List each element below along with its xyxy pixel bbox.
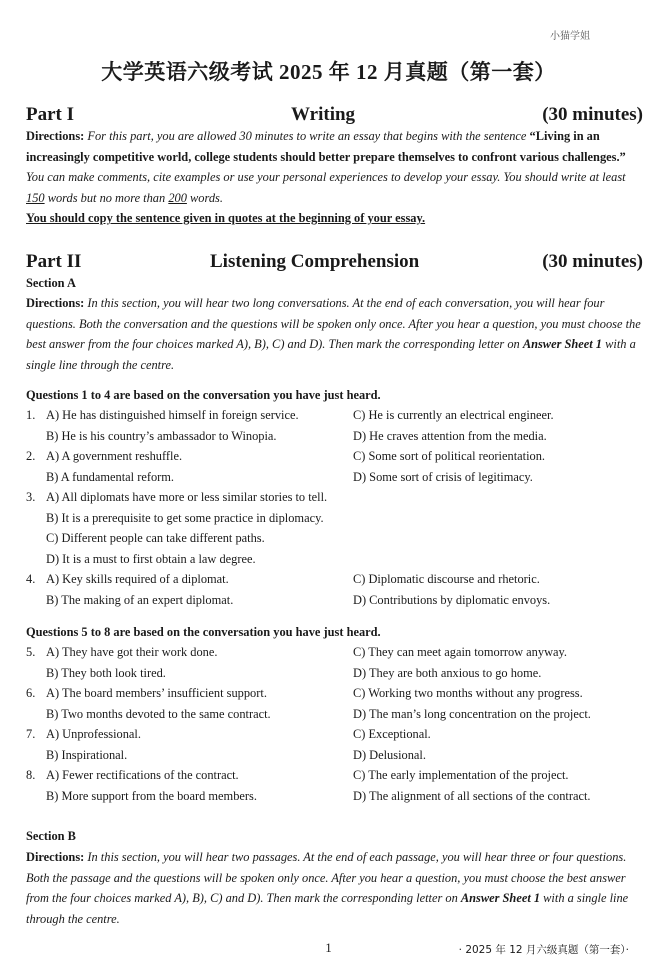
question-number: 3. bbox=[26, 490, 36, 504]
directions-text: In this section, you will hear two passages. At the end of each passage, you will hear three or four questions. Both the passage and the questions will be spoken only once. After you hear a question, you must choose the best answer from the four choices marked A), B), C) and D). Then mark the corresponding letter on bbox=[26, 850, 627, 905]
part1-label: Part I bbox=[26, 104, 75, 125]
option-b: B) He is his country’s ambassador to Winopia. bbox=[46, 429, 277, 443]
page-number: 1 bbox=[325, 940, 332, 955]
option-d: D) It is a must to first obtain a law degree. bbox=[46, 552, 256, 566]
max-words: 200 bbox=[168, 190, 187, 205]
directions-text-2: with a single line through the centre. bbox=[26, 891, 629, 926]
option-b: B) The making of an expert diplomat. bbox=[46, 593, 234, 607]
directions-text-4: words. bbox=[190, 190, 223, 205]
question-number: 4. bbox=[26, 572, 36, 586]
option-d: D) The man’s long concentration on the project. bbox=[353, 707, 591, 721]
option-a: A) A government reshuffle. bbox=[46, 449, 183, 463]
directions-label: Directions: bbox=[26, 296, 85, 310]
directions-text-2: You can make comments, cite examples or use your personal experiences to develop your essay. You should write at least bbox=[26, 170, 626, 184]
option-d: D) He craves attention from the media. bbox=[353, 429, 547, 443]
part2-name: Listening Comprehension bbox=[210, 251, 420, 272]
option-b: B) It is a prerequisite to get some practice in diplomacy. bbox=[46, 511, 324, 525]
option-c: C) Some sort of political reorientation. bbox=[353, 449, 546, 463]
question-number: 8. bbox=[26, 768, 36, 782]
questions-1-4-heading: Questions 1 to 4 are based on the conversation you have just heard. bbox=[26, 388, 381, 402]
option-a: A) Fewer rectifications of the contract. bbox=[46, 768, 239, 782]
page-title: 大学英语六级考试 2025 年 12 月真题（第一套） bbox=[101, 60, 556, 84]
part1-directions bbox=[26, 126, 643, 229]
question-number: 7. bbox=[26, 727, 36, 741]
directions-text: For this part, you are allowed 30 minutes to write an essay that begins with the sentence bbox=[87, 129, 527, 143]
directions-text: In this section, you will hear two long conversations. At the end of each conversation, you will hear four questions. Both the conversation and the questions will be spoken only once. After you hear a question, you must choose the best answer from the four choices marked A), B), C) and D). Then mark the corresponding letter on bbox=[26, 296, 641, 351]
part2-header bbox=[26, 251, 643, 277]
option-a: A) Unprofessional. bbox=[46, 727, 141, 741]
option-a: A) They have got their work done. bbox=[46, 645, 218, 659]
section-b-heading: Section B bbox=[26, 829, 76, 843]
directions-label: Directions: bbox=[26, 129, 85, 143]
option-c: C) Working two months without any progress. bbox=[353, 686, 583, 700]
answer-sheet-ref: Answer Sheet 1 bbox=[522, 337, 603, 351]
min-words: 150 bbox=[26, 190, 45, 205]
question-number: 5. bbox=[26, 645, 36, 659]
option-c: C) Diplomatic discourse and rhetoric. bbox=[353, 572, 540, 586]
option-a: A) The board members’ insufficient support. bbox=[46, 686, 267, 700]
option-b: B) They both look tired. bbox=[46, 666, 166, 680]
option-c: C) The early implementation of the project. bbox=[353, 768, 569, 782]
option-a: A) He has distinguished himself in foreign service. bbox=[46, 408, 299, 422]
page-footer: · 2025 年 12 月六级真题（第一套）· bbox=[458, 944, 629, 956]
section-a-heading: Section A bbox=[26, 276, 76, 290]
option-d: D) Delusional. bbox=[353, 748, 426, 762]
question-number: 1. bbox=[26, 408, 36, 422]
directions-label: Directions: bbox=[26, 850, 85, 864]
essay-quote: “Living in an increasingly competitive world, college students should better prepare themselves to confront various challenges.” bbox=[26, 129, 626, 164]
section-b-directions bbox=[26, 847, 643, 929]
part1-name: Writing bbox=[291, 104, 356, 125]
option-c: C) Exceptional. bbox=[353, 727, 431, 741]
answer-sheet-ref: Answer Sheet 1 bbox=[460, 891, 541, 905]
option-d: D) They are both anxious to go home. bbox=[353, 666, 542, 680]
option-d: D) Some sort of crisis of legitimacy. bbox=[353, 470, 533, 484]
option-d: D) The alignment of all sections of the contract. bbox=[353, 789, 591, 803]
section-a-directions bbox=[26, 293, 643, 375]
part2-label: Part II bbox=[26, 251, 82, 272]
option-d: D) Contributions by diplomatic envoys. bbox=[353, 593, 551, 607]
option-b: B) Two months devoted to the same contract. bbox=[46, 707, 271, 721]
option-c: C) He is currently an electrical engineer. bbox=[353, 408, 554, 422]
option-a: A) All diplomats have more or less similar stories to tell. bbox=[46, 490, 328, 504]
directions-text-3: words but no more than bbox=[47, 190, 166, 205]
option-c: C) They can meet again tomorrow anyway. bbox=[353, 645, 568, 659]
option-b: B) A fundamental reform. bbox=[46, 470, 175, 484]
option-b: B) More support from the board members. bbox=[46, 789, 257, 803]
option-b: B) Inspirational. bbox=[46, 748, 128, 762]
option-c: C) Different people can take different paths. bbox=[46, 531, 265, 545]
question-number: 2. bbox=[26, 449, 36, 463]
directions-text-2: with a single line through the centre. bbox=[26, 337, 636, 372]
part1-time: (30 minutes) bbox=[542, 104, 643, 125]
question-number: 6. bbox=[26, 686, 36, 700]
copy-note: You should copy the sentence given in quotes at the beginning of your essay. bbox=[26, 211, 426, 225]
part2-time: (30 minutes) bbox=[542, 251, 643, 272]
questions-5-8-heading: Questions 5 to 8 are based on the conversation you have just heard. bbox=[26, 625, 381, 639]
watermark: 小猫学姐 bbox=[550, 31, 590, 42]
option-a: A) Key skills required of a diplomat. bbox=[46, 572, 229, 586]
